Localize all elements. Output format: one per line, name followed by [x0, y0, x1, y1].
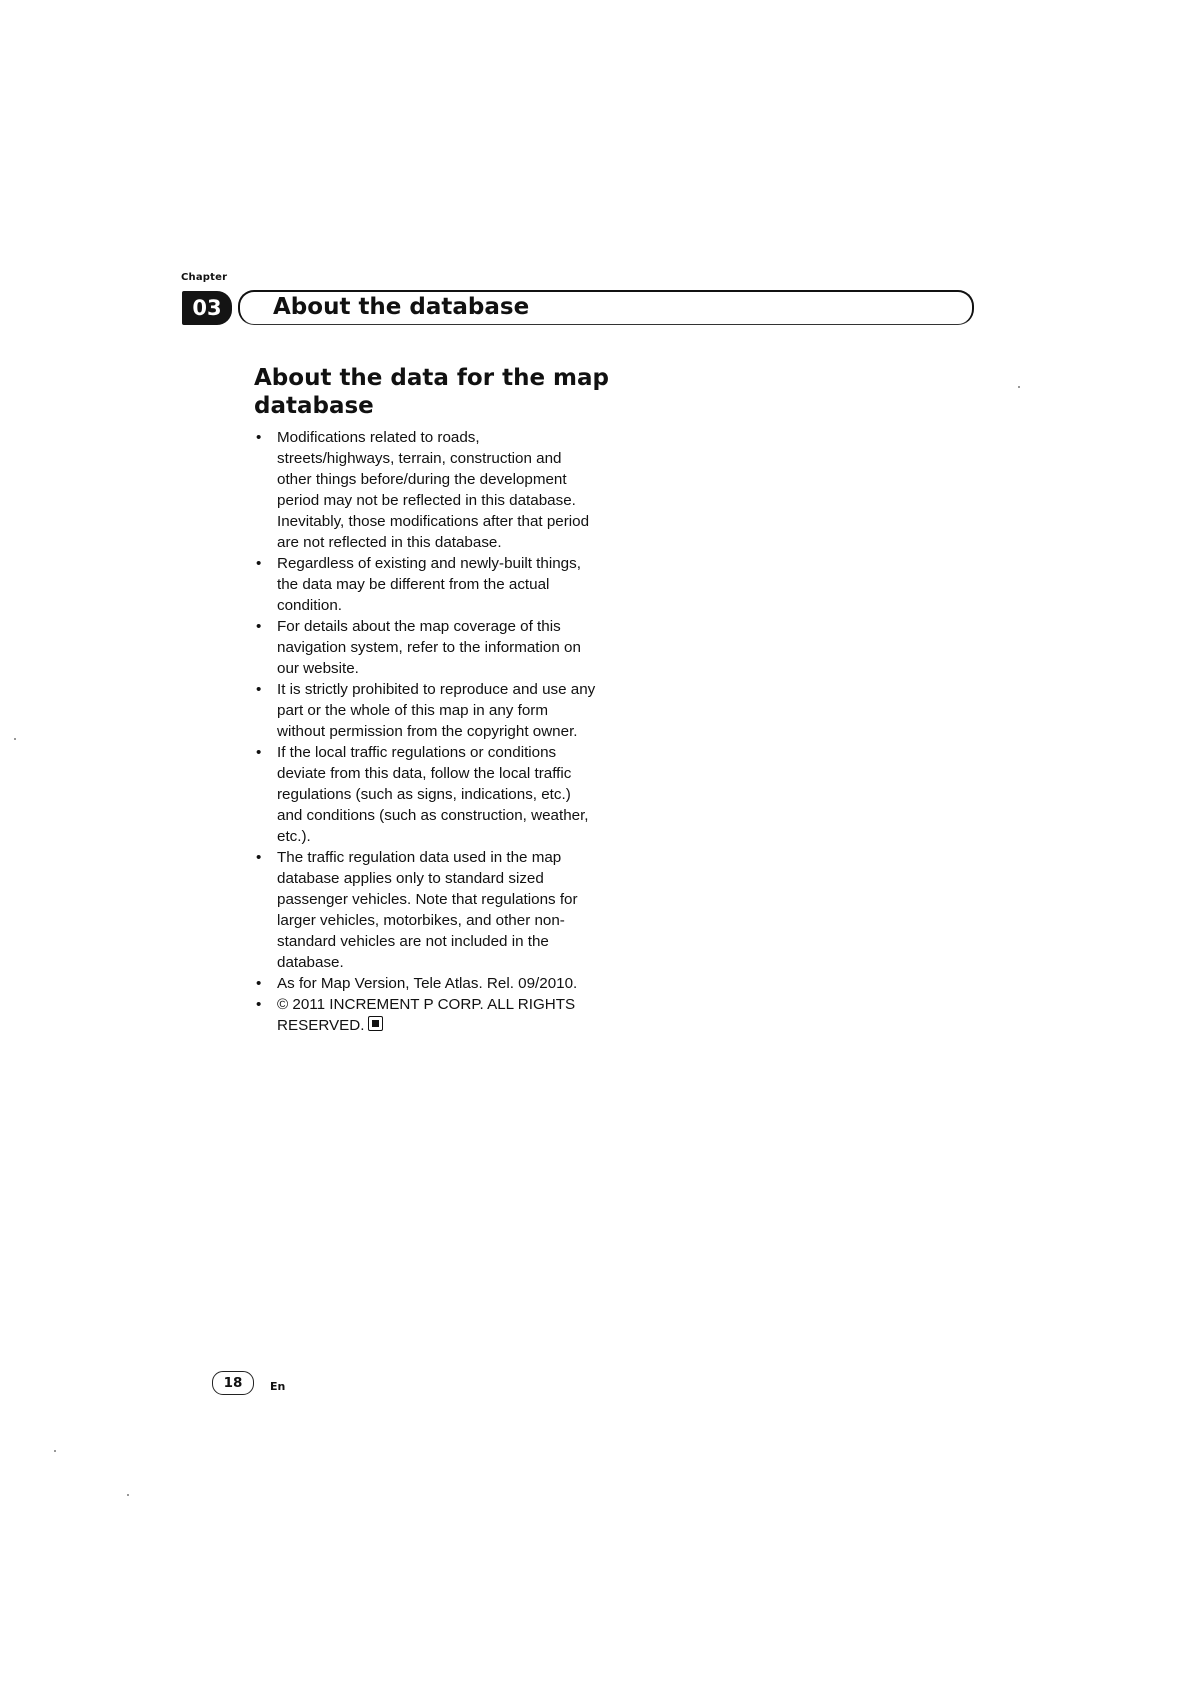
bullet-text: If the local traffic regulations or conditions deviate from this data, follow the local traffic regulations (such as signs, indications, etc.) and conditions (such as construction, weather, etc.). — [277, 744, 589, 845]
bullet-dot: • — [256, 975, 262, 992]
bullet-item — [254, 427, 600, 553]
bullet-dot: • — [256, 681, 262, 698]
bullet-text: © 2011 INCREMENT P CORP. ALL RIGHTS RESERVED. — [277, 996, 576, 1034]
bullet-text: As for Map Version, Tele Atlas. Rel. 09/2010. — [277, 975, 578, 992]
bullet-dot: • — [256, 555, 262, 572]
scan-speck — [14, 738, 16, 740]
chapter-title: About the database — [273, 294, 530, 320]
page-number-badge: 18 — [212, 1371, 254, 1395]
chapter-label: Chapter — [181, 272, 228, 283]
bullet-text: The traffic regulation data used in the map database applies only to standard sized passenger vehicles. Note that regulations for larger vehicles, motorbikes, and other non-standard vehicles are not included in the database. — [277, 849, 578, 971]
bullet-list — [254, 427, 600, 1036]
bullet-item — [254, 994, 600, 1036]
bullet-dot: • — [256, 744, 262, 761]
section-title: About the data for the map database — [254, 365, 610, 419]
bullet-dot: • — [256, 429, 262, 446]
bullet-text: Regardless of existing and newly-built things, the data may be different from the actual condition. — [277, 555, 581, 614]
bullet-text: It is strictly prohibited to reproduce and use any part or the whole of this map in any form without permission from the copyright owner. — [277, 681, 596, 740]
bullet-item — [254, 679, 600, 742]
bullet-item — [254, 616, 600, 679]
scan-speck — [1018, 386, 1020, 388]
scan-speck — [54, 1450, 56, 1452]
language-label: En — [270, 1380, 286, 1393]
bullet-item — [254, 973, 600, 994]
chapter-number-badge: 03 — [182, 291, 232, 325]
end-of-section-icon — [368, 1016, 383, 1031]
bullet-item — [254, 553, 600, 616]
bullet-dot: • — [256, 618, 262, 635]
bullet-text: Modifications related to roads, streets/highways, terrain, construction and other things before/during the development period may not be reflected in this database. Inevitably, those modifications after that period are not reflected in this database. — [277, 429, 590, 551]
bullet-item — [254, 847, 600, 973]
scan-speck — [127, 1494, 129, 1496]
bullet-text: For details about the map coverage of this navigation system, refer to the information on our website. — [277, 618, 581, 677]
bullet-dot: • — [256, 849, 262, 866]
bullet-dot: • — [256, 996, 262, 1013]
bullet-item — [254, 742, 600, 847]
